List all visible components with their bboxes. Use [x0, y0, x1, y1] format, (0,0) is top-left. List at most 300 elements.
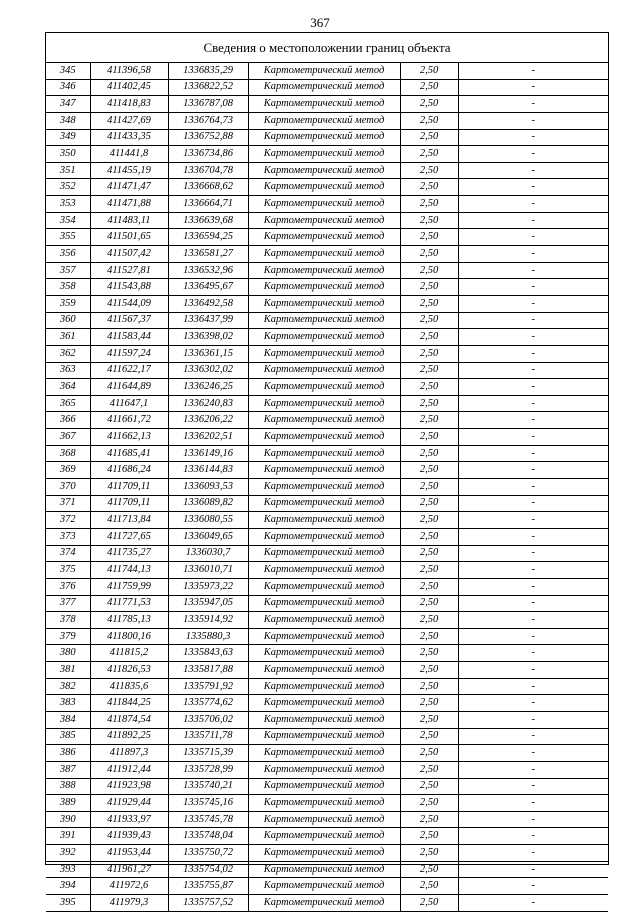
- point-number-cell: 388: [46, 778, 90, 795]
- y-coordinate-cell: 1335973,22: [168, 578, 248, 595]
- point-number-cell: 383: [46, 695, 90, 712]
- x-coordinate-cell: 411939,43: [90, 828, 168, 845]
- y-coordinate-cell: 1335715,39: [168, 745, 248, 762]
- point-number-cell: 357: [46, 262, 90, 279]
- method-cell: Картометрический метод: [248, 895, 400, 912]
- description-cell: -: [458, 711, 608, 728]
- point-number-cell: 356: [46, 246, 90, 263]
- accuracy-cell: 2,50: [400, 162, 458, 179]
- point-number-cell: 363: [46, 362, 90, 379]
- point-number-cell: 351: [46, 162, 90, 179]
- method-cell: Картометрический метод: [248, 678, 400, 695]
- x-coordinate-cell: 411543,88: [90, 279, 168, 296]
- accuracy-cell: 2,50: [400, 595, 458, 612]
- method-cell: Картометрический метод: [248, 295, 400, 312]
- point-number-cell: 362: [46, 345, 90, 362]
- x-coordinate-cell: 411597,24: [90, 345, 168, 362]
- point-number-cell: 380: [46, 645, 90, 662]
- description-cell: -: [458, 63, 608, 79]
- y-coordinate-cell: 1336149,16: [168, 445, 248, 462]
- accuracy-cell: 2,50: [400, 395, 458, 412]
- point-number-cell: 367: [46, 429, 90, 446]
- method-cell: Картометрический метод: [248, 645, 400, 662]
- method-cell: Картометрический метод: [248, 495, 400, 512]
- table-row: [46, 512, 608, 529]
- table-row: [46, 578, 608, 595]
- x-coordinate-cell: 411471,88: [90, 196, 168, 213]
- x-coordinate-cell: 411923,98: [90, 778, 168, 795]
- description-cell: -: [458, 578, 608, 595]
- description-cell: -: [458, 811, 608, 828]
- accuracy-cell: 2,50: [400, 628, 458, 645]
- description-cell: -: [458, 778, 608, 795]
- accuracy-cell: 2,50: [400, 512, 458, 529]
- point-number-cell: 394: [46, 878, 90, 895]
- accuracy-cell: 2,50: [400, 811, 458, 828]
- table-row: [46, 295, 608, 312]
- accuracy-cell: 2,50: [400, 495, 458, 512]
- x-coordinate-cell: 411507,42: [90, 246, 168, 263]
- table-row: [46, 229, 608, 246]
- x-coordinate-cell: 411953,44: [90, 845, 168, 862]
- accuracy-cell: 2,50: [400, 528, 458, 545]
- point-number-cell: 379: [46, 628, 90, 645]
- y-coordinate-cell: 1336668,62: [168, 179, 248, 196]
- point-number-cell: 374: [46, 545, 90, 562]
- x-coordinate-cell: 411418,83: [90, 96, 168, 113]
- table-row: [46, 861, 608, 878]
- point-number-cell: 359: [46, 295, 90, 312]
- y-coordinate-cell: 1336030,7: [168, 545, 248, 562]
- x-coordinate-cell: 411544,09: [90, 295, 168, 312]
- method-cell: Картометрический метод: [248, 462, 400, 479]
- y-coordinate-cell: 1336734,86: [168, 146, 248, 163]
- y-coordinate-cell: 1336010,71: [168, 562, 248, 579]
- description-cell: -: [458, 645, 608, 662]
- point-number-cell: 361: [46, 329, 90, 346]
- description-cell: -: [458, 246, 608, 263]
- y-coordinate-cell: 1335817,88: [168, 662, 248, 679]
- accuracy-cell: 2,50: [400, 345, 458, 362]
- description-cell: -: [458, 695, 608, 712]
- y-coordinate-cell: 1336594,25: [168, 229, 248, 246]
- x-coordinate-cell: 411455,19: [90, 162, 168, 179]
- point-number-cell: 378: [46, 612, 90, 629]
- description-cell: -: [458, 495, 608, 512]
- table-row: [46, 562, 608, 579]
- x-coordinate-cell: 411433,35: [90, 129, 168, 146]
- accuracy-cell: 2,50: [400, 96, 458, 113]
- point-number-cell: 373: [46, 528, 90, 545]
- y-coordinate-cell: 1336752,88: [168, 129, 248, 146]
- table-row: [46, 112, 608, 129]
- accuracy-cell: 2,50: [400, 129, 458, 146]
- point-number-cell: 389: [46, 795, 90, 812]
- description-cell: -: [458, 312, 608, 329]
- description-cell: -: [458, 112, 608, 129]
- accuracy-cell: 2,50: [400, 778, 458, 795]
- point-number-cell: 366: [46, 412, 90, 429]
- point-number-cell: 370: [46, 479, 90, 496]
- y-coordinate-cell: 1335843,63: [168, 645, 248, 662]
- point-number-cell: 371: [46, 495, 90, 512]
- table-row: [46, 429, 608, 446]
- accuracy-cell: 2,50: [400, 295, 458, 312]
- section-title: Сведения о местоположении границ объекта: [46, 33, 608, 63]
- method-cell: Картометрический метод: [248, 745, 400, 762]
- accuracy-cell: 2,50: [400, 246, 458, 263]
- x-coordinate-cell: 411835,6: [90, 678, 168, 695]
- y-coordinate-cell: 1336835,29: [168, 63, 248, 79]
- point-number-cell: 382: [46, 678, 90, 695]
- x-coordinate-cell: 411844,25: [90, 695, 168, 712]
- accuracy-cell: 2,50: [400, 612, 458, 629]
- x-coordinate-cell: 411662,13: [90, 429, 168, 446]
- description-cell: -: [458, 196, 608, 213]
- accuracy-cell: 2,50: [400, 146, 458, 163]
- x-coordinate-cell: 411583,44: [90, 329, 168, 346]
- y-coordinate-cell: 1335740,21: [168, 778, 248, 795]
- method-cell: Картометрический метод: [248, 778, 400, 795]
- method-cell: Картометрический метод: [248, 628, 400, 645]
- x-coordinate-cell: 411933,97: [90, 811, 168, 828]
- table-row: [46, 662, 608, 679]
- x-coordinate-cell: 411622,17: [90, 362, 168, 379]
- method-cell: Картометрический метод: [248, 162, 400, 179]
- table-row: [46, 645, 608, 662]
- y-coordinate-cell: 1336492,58: [168, 295, 248, 312]
- table-row: [46, 695, 608, 712]
- x-coordinate-cell: 411644,89: [90, 379, 168, 396]
- table-row: [46, 479, 608, 496]
- method-cell: Картометрический метод: [248, 711, 400, 728]
- x-coordinate-cell: 411800,16: [90, 628, 168, 645]
- accuracy-cell: 2,50: [400, 379, 458, 396]
- table-row: [46, 745, 608, 762]
- method-cell: Картометрический метод: [248, 212, 400, 229]
- y-coordinate-cell: 1335754,02: [168, 861, 248, 878]
- method-cell: Картометрический метод: [248, 262, 400, 279]
- table-row: [46, 711, 608, 728]
- accuracy-cell: 2,50: [400, 179, 458, 196]
- y-coordinate-cell: 1336144,83: [168, 462, 248, 479]
- y-coordinate-cell: 1336704,78: [168, 162, 248, 179]
- x-coordinate-cell: 411815,2: [90, 645, 168, 662]
- description-cell: -: [458, 229, 608, 246]
- table-row: [46, 63, 608, 79]
- table-row: [46, 612, 608, 629]
- method-cell: Картометрический метод: [248, 528, 400, 545]
- accuracy-cell: 2,50: [400, 229, 458, 246]
- point-number-cell: 395: [46, 895, 90, 912]
- table-row: [46, 628, 608, 645]
- y-coordinate-cell: 1335745,78: [168, 811, 248, 828]
- x-coordinate-cell: 411961,27: [90, 861, 168, 878]
- x-coordinate-cell: 411686,24: [90, 462, 168, 479]
- method-cell: Картометрический метод: [248, 662, 400, 679]
- point-number-cell: 350: [46, 146, 90, 163]
- description-cell: -: [458, 628, 608, 645]
- accuracy-cell: 2,50: [400, 695, 458, 712]
- table-row: [46, 129, 608, 146]
- description-cell: -: [458, 878, 608, 895]
- method-cell: Картометрический метод: [248, 728, 400, 745]
- description-cell: -: [458, 512, 608, 529]
- accuracy-cell: 2,50: [400, 196, 458, 213]
- accuracy-cell: 2,50: [400, 761, 458, 778]
- x-coordinate-cell: 411744,13: [90, 562, 168, 579]
- method-cell: Картометрический метод: [248, 312, 400, 329]
- accuracy-cell: 2,50: [400, 462, 458, 479]
- accuracy-cell: 2,50: [400, 312, 458, 329]
- description-cell: -: [458, 678, 608, 695]
- accuracy-cell: 2,50: [400, 728, 458, 745]
- description-cell: -: [458, 412, 608, 429]
- y-coordinate-cell: 1335791,92: [168, 678, 248, 695]
- point-number-cell: 393: [46, 861, 90, 878]
- description-cell: -: [458, 129, 608, 146]
- x-coordinate-cell: 411727,65: [90, 528, 168, 545]
- point-number-cell: 348: [46, 112, 90, 129]
- method-cell: Картометрический метод: [248, 146, 400, 163]
- description-cell: -: [458, 462, 608, 479]
- point-number-cell: 391: [46, 828, 90, 845]
- point-number-cell: 369: [46, 462, 90, 479]
- y-coordinate-cell: 1336302,02: [168, 362, 248, 379]
- table-row: [46, 845, 608, 862]
- x-coordinate-cell: 411785,13: [90, 612, 168, 629]
- table-row: [46, 212, 608, 229]
- x-coordinate-cell: 411897,3: [90, 745, 168, 762]
- accuracy-cell: 2,50: [400, 279, 458, 296]
- description-cell: -: [458, 562, 608, 579]
- point-number-cell: 360: [46, 312, 90, 329]
- y-coordinate-cell: 1335755,87: [168, 878, 248, 895]
- table-row: [46, 262, 608, 279]
- method-cell: Картометрический метод: [248, 395, 400, 412]
- method-cell: Картометрический метод: [248, 545, 400, 562]
- y-coordinate-cell: 1335880,3: [168, 628, 248, 645]
- accuracy-cell: 2,50: [400, 79, 458, 96]
- description-cell: -: [458, 845, 608, 862]
- method-cell: Картометрический метод: [248, 845, 400, 862]
- y-coordinate-cell: 1336495,67: [168, 279, 248, 296]
- y-coordinate-cell: 1335706,02: [168, 711, 248, 728]
- table-row: [46, 146, 608, 163]
- accuracy-cell: 2,50: [400, 112, 458, 129]
- description-cell: -: [458, 96, 608, 113]
- accuracy-cell: 2,50: [400, 329, 458, 346]
- description-cell: -: [458, 329, 608, 346]
- point-number-cell: 376: [46, 578, 90, 595]
- description-cell: -: [458, 479, 608, 496]
- table-row: [46, 179, 608, 196]
- method-cell: Картометрический метод: [248, 112, 400, 129]
- y-coordinate-cell: 1336080,55: [168, 512, 248, 529]
- accuracy-cell: 2,50: [400, 828, 458, 845]
- y-coordinate-cell: 1336202,51: [168, 429, 248, 446]
- accuracy-cell: 2,50: [400, 795, 458, 812]
- description-cell: -: [458, 395, 608, 412]
- coordinates-table-body: [46, 63, 608, 911]
- y-coordinate-cell: 1336664,71: [168, 196, 248, 213]
- x-coordinate-cell: 411709,11: [90, 479, 168, 496]
- x-coordinate-cell: 411527,81: [90, 262, 168, 279]
- accuracy-cell: 2,50: [400, 412, 458, 429]
- point-number-cell: 385: [46, 728, 90, 745]
- point-number-cell: 375: [46, 562, 90, 579]
- x-coordinate-cell: 411735,27: [90, 545, 168, 562]
- accuracy-cell: 2,50: [400, 578, 458, 595]
- method-cell: Картометрический метод: [248, 379, 400, 396]
- accuracy-cell: 2,50: [400, 662, 458, 679]
- x-coordinate-cell: 411874,54: [90, 711, 168, 728]
- description-cell: -: [458, 179, 608, 196]
- y-coordinate-cell: 1336361,15: [168, 345, 248, 362]
- method-cell: Картометрический метод: [248, 129, 400, 146]
- y-coordinate-cell: 1336822,52: [168, 79, 248, 96]
- description-cell: -: [458, 146, 608, 163]
- x-coordinate-cell: 411483,11: [90, 212, 168, 229]
- accuracy-cell: 2,50: [400, 429, 458, 446]
- y-coordinate-cell: 1336437,99: [168, 312, 248, 329]
- description-cell: -: [458, 895, 608, 912]
- y-coordinate-cell: 1336764,73: [168, 112, 248, 129]
- accuracy-cell: 2,50: [400, 445, 458, 462]
- table-row: [46, 828, 608, 845]
- table-row: [46, 545, 608, 562]
- x-coordinate-cell: 411929,44: [90, 795, 168, 812]
- y-coordinate-cell: 1335711,78: [168, 728, 248, 745]
- point-number-cell: 390: [46, 811, 90, 828]
- accuracy-cell: 2,50: [400, 895, 458, 912]
- method-cell: Картометрический метод: [248, 345, 400, 362]
- table-row: [46, 528, 608, 545]
- x-coordinate-cell: 411501,65: [90, 229, 168, 246]
- method-cell: Картометрический метод: [248, 279, 400, 296]
- description-cell: -: [458, 861, 608, 878]
- method-cell: Картометрический метод: [248, 412, 400, 429]
- point-number-cell: 354: [46, 212, 90, 229]
- page-number: 367: [310, 15, 330, 30]
- x-coordinate-cell: 411661,72: [90, 412, 168, 429]
- method-cell: Картометрический метод: [248, 179, 400, 196]
- table-row: [46, 495, 608, 512]
- table-row: [46, 345, 608, 362]
- table-row: [46, 895, 608, 912]
- y-coordinate-cell: 1336049,65: [168, 528, 248, 545]
- x-coordinate-cell: 411892,25: [90, 728, 168, 745]
- table-row: [46, 379, 608, 396]
- y-coordinate-cell: 1336240,83: [168, 395, 248, 412]
- accuracy-cell: 2,50: [400, 645, 458, 662]
- method-cell: Картометрический метод: [248, 562, 400, 579]
- x-coordinate-cell: 411713,84: [90, 512, 168, 529]
- accuracy-cell: 2,50: [400, 479, 458, 496]
- description-cell: -: [458, 662, 608, 679]
- x-coordinate-cell: 411979,3: [90, 895, 168, 912]
- y-coordinate-cell: 1336398,02: [168, 329, 248, 346]
- table-row: [46, 761, 608, 778]
- point-number-cell: 353: [46, 196, 90, 213]
- description-cell: -: [458, 595, 608, 612]
- y-coordinate-cell: 1335947,05: [168, 595, 248, 612]
- x-coordinate-cell: 411826,53: [90, 662, 168, 679]
- y-coordinate-cell: 1335774,62: [168, 695, 248, 712]
- point-number-cell: 392: [46, 845, 90, 862]
- method-cell: Картометрический метод: [248, 63, 400, 79]
- point-number-cell: 364: [46, 379, 90, 396]
- point-number-cell: 352: [46, 179, 90, 196]
- y-coordinate-cell: 1336532,96: [168, 262, 248, 279]
- description-cell: -: [458, 162, 608, 179]
- description-cell: -: [458, 445, 608, 462]
- method-cell: Картометрический метод: [248, 878, 400, 895]
- method-cell: Картометрический метод: [248, 96, 400, 113]
- accuracy-cell: 2,50: [400, 212, 458, 229]
- method-cell: Картометрический метод: [248, 612, 400, 629]
- y-coordinate-cell: 1335745,16: [168, 795, 248, 812]
- y-coordinate-cell: 1336206,22: [168, 412, 248, 429]
- x-coordinate-cell: 411441,8: [90, 146, 168, 163]
- table-row: [46, 96, 608, 113]
- table-row: [46, 878, 608, 895]
- y-coordinate-cell: 1335728,99: [168, 761, 248, 778]
- y-coordinate-cell: 1335750,72: [168, 845, 248, 862]
- table-row: [46, 412, 608, 429]
- table-row: [46, 312, 608, 329]
- accuracy-cell: 2,50: [400, 878, 458, 895]
- x-coordinate-cell: 411972,6: [90, 878, 168, 895]
- accuracy-cell: 2,50: [400, 678, 458, 695]
- point-number-cell: 358: [46, 279, 90, 296]
- y-coordinate-cell: 1336246,25: [168, 379, 248, 396]
- point-number-cell: 377: [46, 595, 90, 612]
- method-cell: Картометрический метод: [248, 362, 400, 379]
- accuracy-cell: 2,50: [400, 562, 458, 579]
- description-cell: -: [458, 362, 608, 379]
- method-cell: Картометрический метод: [248, 795, 400, 812]
- x-coordinate-cell: 411567,37: [90, 312, 168, 329]
- table-row: [46, 678, 608, 695]
- accuracy-cell: 2,50: [400, 262, 458, 279]
- description-cell: -: [458, 345, 608, 362]
- y-coordinate-cell: 1336093,53: [168, 479, 248, 496]
- x-coordinate-cell: 411759,99: [90, 578, 168, 595]
- method-cell: Картометрический метод: [248, 229, 400, 246]
- accuracy-cell: 2,50: [400, 861, 458, 878]
- description-cell: -: [458, 795, 608, 812]
- method-cell: Картометрический метод: [248, 329, 400, 346]
- description-cell: -: [458, 761, 608, 778]
- x-coordinate-cell: 411396,58: [90, 63, 168, 79]
- point-number-cell: 368: [46, 445, 90, 462]
- table-row: [46, 329, 608, 346]
- description-cell: -: [458, 612, 608, 629]
- table-row: [46, 462, 608, 479]
- x-coordinate-cell: 411471,47: [90, 179, 168, 196]
- description-cell: -: [458, 379, 608, 396]
- point-number-cell: 365: [46, 395, 90, 412]
- table-row: [46, 196, 608, 213]
- y-coordinate-cell: 1335748,04: [168, 828, 248, 845]
- point-number-cell: 355: [46, 229, 90, 246]
- description-cell: -: [458, 528, 608, 545]
- x-coordinate-cell: 411427,69: [90, 112, 168, 129]
- table-row: [46, 162, 608, 179]
- point-number-cell: 349: [46, 129, 90, 146]
- description-cell: -: [458, 295, 608, 312]
